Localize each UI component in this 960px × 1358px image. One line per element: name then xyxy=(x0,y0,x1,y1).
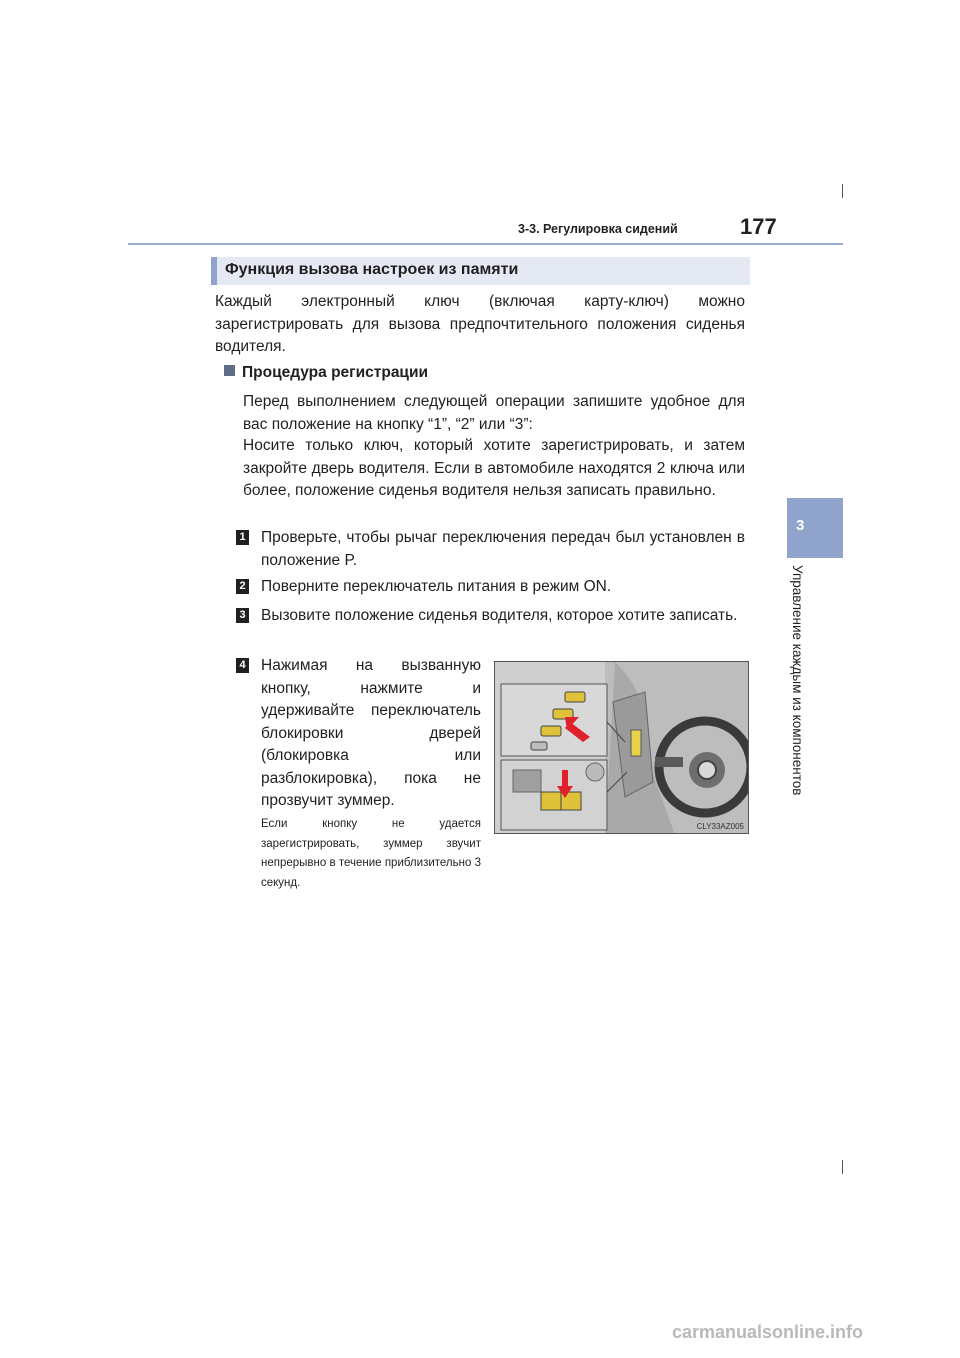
header-rule xyxy=(128,243,843,245)
step-2-number: 2 xyxy=(236,579,249,594)
procedure-paragraph-2: Носите только ключ, который хотите зарегистрировать, и затем закройте дверь водителя. Если в автомобиле находятся 2 ключа или более, положение сиденья водителя нельзя записать правильно. xyxy=(243,437,745,499)
step-3-text: Вызовите положение сиденья водителя, которое хотите записать. xyxy=(261,607,738,624)
step-1-text: Проверьте, чтобы рычаг переключения передач был установлен в положение P. xyxy=(261,529,745,569)
procedure-heading xyxy=(224,364,428,382)
chapter-number: 3 xyxy=(796,517,805,534)
crop-mark-bottom xyxy=(842,1160,843,1174)
note-text: Если кнопку не удается зарегистрировать, зуммер звучит непрерывно в течение приблизительно 3 секунд. xyxy=(261,818,481,889)
procedure-title: Процедура регистрации xyxy=(242,364,429,381)
page-number: 177 xyxy=(740,214,777,239)
intro-paragraph: Каждый электронный ключ (включая карту-ключ) можно зарегистрировать для вызова предпочтительного положения сиденья водителя. xyxy=(215,293,745,355)
crop-mark-top xyxy=(842,184,843,198)
step-2-text: Поверните переключатель питания в режим ON. xyxy=(261,578,612,595)
footer-watermark: carmanualsonline.info xyxy=(672,1322,864,1342)
chapter-title: Управление каждым из компонентов xyxy=(790,565,805,796)
step-3-number: 3 xyxy=(236,608,249,623)
figure-code: CLY33AZ005 xyxy=(696,822,744,831)
procedure-paragraph-1: Перед выполнением следующей операции запишите удобное для вас положение на кнопку “1”, “2” или “3”: xyxy=(243,393,745,433)
section-title: Функция вызова настроек из памяти xyxy=(225,261,519,278)
step-4-text: Нажимая на вызванную кнопку, нажмите и удерживайте переключатель блокировки дверей (блокировка или разблокировка), пока не прозвучит зуммер. xyxy=(261,657,481,809)
section-bar xyxy=(211,257,750,285)
step-1-number: 1 xyxy=(236,530,249,545)
figure-illustration xyxy=(495,662,749,834)
square-bullet-icon xyxy=(224,365,235,376)
running-header: 3-3. Регулировка сидений xyxy=(518,222,678,236)
figure-memory-buttons xyxy=(494,661,749,834)
step-4-number: 4 xyxy=(236,658,249,673)
